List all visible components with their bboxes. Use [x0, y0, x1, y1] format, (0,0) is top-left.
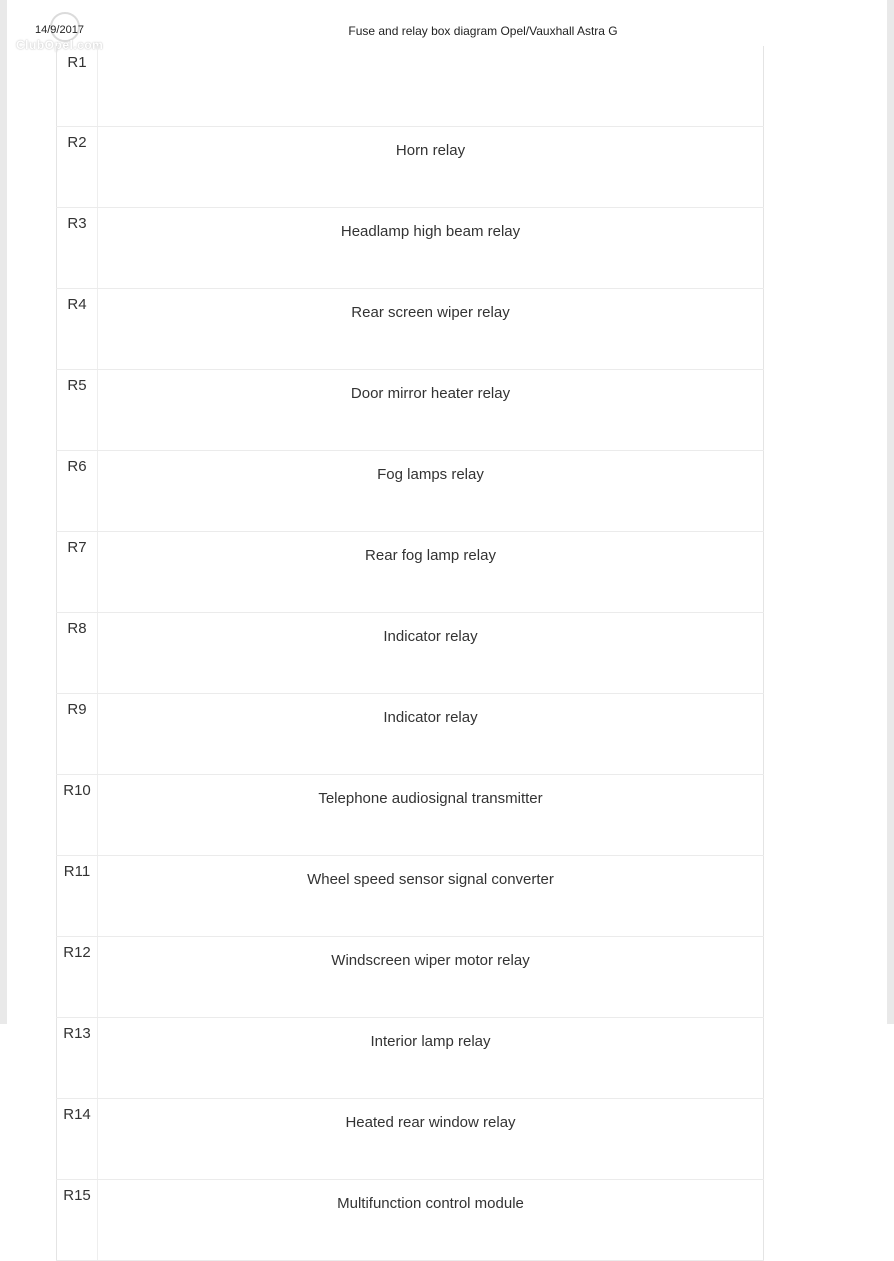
- relay-code: R12: [57, 937, 98, 1018]
- relay-code: R13: [57, 1018, 98, 1099]
- page-edge-left: [0, 0, 7, 1024]
- relay-code: R10: [57, 775, 98, 856]
- relay-description: Rear fog lamp relay: [98, 532, 764, 613]
- relay-code: R6: [57, 451, 98, 532]
- relay-description: Indicator relay: [98, 613, 764, 694]
- relay-description: Horn relay: [98, 127, 764, 208]
- relay-code: R8: [57, 613, 98, 694]
- table-row: [57, 370, 764, 451]
- relay-description: Fog lamps relay: [98, 451, 764, 532]
- table-row: [57, 532, 764, 613]
- table-row: [57, 694, 764, 775]
- table-row: [57, 46, 764, 127]
- relay-description: [98, 46, 764, 127]
- relay-code: R5: [57, 370, 98, 451]
- relay-description: Wheel speed sensor signal converter: [98, 856, 764, 937]
- table-row: [57, 1099, 764, 1180]
- table-row: [57, 1180, 764, 1261]
- relay-code: R3: [57, 208, 98, 289]
- relay-description: Door mirror heater relay: [98, 370, 764, 451]
- relay-code: R4: [57, 289, 98, 370]
- relay-description: Rear screen wiper relay: [98, 289, 764, 370]
- table-row: [57, 289, 764, 370]
- relay-description: Windscreen wiper motor relay: [98, 937, 764, 1018]
- relay-description: Indicator relay: [98, 694, 764, 775]
- relay-code: R15: [57, 1180, 98, 1261]
- print-header: [0, 0, 894, 50]
- relay-description: Interior lamp relay: [98, 1018, 764, 1099]
- table-row: [57, 208, 764, 289]
- watermark: ClubOpel.com: [16, 38, 104, 52]
- relay-description: Heated rear window relay: [98, 1099, 764, 1180]
- table-row: [57, 613, 764, 694]
- page-title: Fuse and relay box diagram Opel/Vauxhall Astra G: [348, 24, 618, 38]
- relay-code: R1: [57, 46, 98, 127]
- relay-code: R11: [57, 856, 98, 937]
- table-row: [57, 856, 764, 937]
- relay-code: R9: [57, 694, 98, 775]
- relay-description: Multifunction control module: [98, 1180, 764, 1261]
- page-edge-right: [887, 0, 894, 1024]
- relay-description: Telephone audiosignal transmitter: [98, 775, 764, 856]
- print-date: 14/9/2017: [35, 24, 84, 36]
- relay-code: R14: [57, 1099, 98, 1180]
- table-row: [57, 451, 764, 532]
- relay-code: R2: [57, 127, 98, 208]
- table-row: [57, 127, 764, 208]
- table-row: [57, 775, 764, 856]
- relay-description: Headlamp high beam relay: [98, 208, 764, 289]
- relay-code: R7: [57, 532, 98, 613]
- table-row: [57, 937, 764, 1018]
- table-row: [57, 1018, 764, 1099]
- relay-table: [56, 46, 764, 1261]
